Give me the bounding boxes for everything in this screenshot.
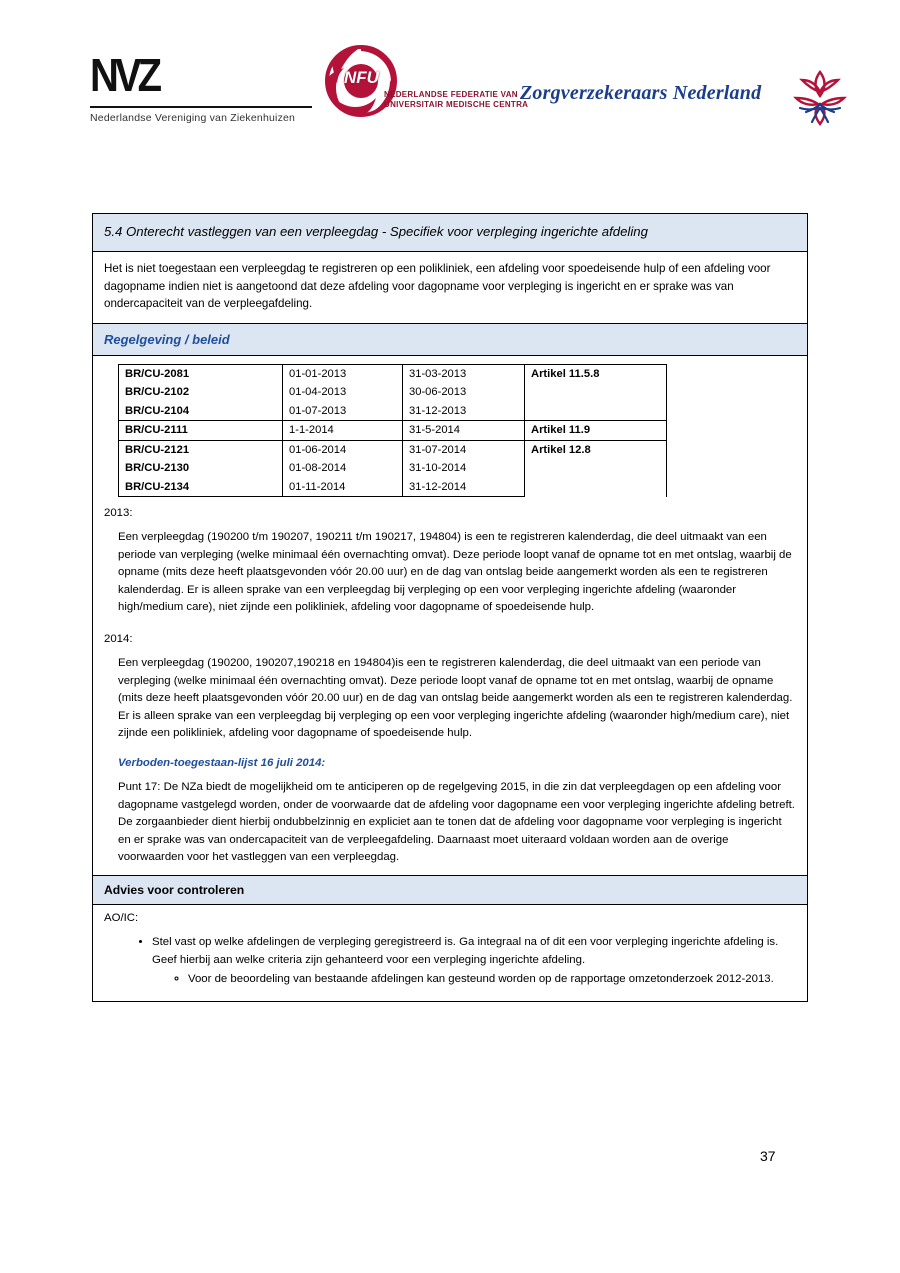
page-number: 37 [760, 1148, 776, 1164]
cell-end-date: 30-06-2013 [403, 383, 525, 402]
cell-code: BR/CU-2102 [119, 383, 283, 402]
nfu-logo-line2: UNIVERSITAIR MEDISCHE CENTRA [384, 100, 529, 109]
list-item [152, 934, 796, 989]
regelgeving-heading: Regelgeving / beleid [104, 331, 230, 347]
advies-sub-list [152, 971, 796, 989]
nvz-logo-subtitle: Nederlandse Vereniging van Ziekenhuizen [90, 112, 296, 124]
cell-code: BR/CU-2111 [119, 421, 283, 441]
cell-code: BR/CU-2134 [119, 478, 283, 497]
list-item [188, 971, 796, 989]
nvz-logo [90, 52, 320, 124]
section-intro-text: Het is niet toegestaan een verpleegdag te registreren op een polikliniek, een afdeling voor spoedeisende hulp of een afdeling voor dagopname indien niet is aangetoond dat deze afdeling voor dagopname voor verpleging is ingericht en er sprake was van ondercapaciteit van de verpleegafdeling. [104, 262, 771, 310]
paragraph-verboden: Punt 17: De NZa biedt de mogelijkheid om te anticiperen op de regelgeving 2015, in die zin dat verpleegdagen op een afdeling voor dagopname vastgelegd worden, onder de voorwaarde dat de afdeling voor dagopname een voor verpleging ingerichte afdeling betreft. De zorgaanbieder dient hierbij ondubbelzinnig en expliciet aan te tonen dat de afdeling voor dagopname voor verpleging is ingericht en er sprake was van ondercapaciteit van de verpleegafdeling. Daarnaast moet uiteraard voldaan worden aan de overige voorwaarden voor het vastleggen van een verpleegdag. [118, 780, 795, 864]
section-container [92, 213, 808, 1002]
bullet-text: Stel vast op welke afdelingen de verpleging geregistreerd is. Ga integraal na of dit een voor verpleging ingerichte afdeling is. Geef hierbij aan welke criteria zijn gehanteerd voor een verpleging ingerichte afdeling. [152, 935, 779, 966]
section-title-row [93, 214, 807, 252]
zn-logo [520, 66, 880, 136]
cell-end-date: 31-10-2014 [403, 459, 525, 478]
advies-heading-row [93, 876, 807, 905]
cell-code: BR/CU-2130 [119, 459, 283, 478]
table-row [119, 421, 667, 441]
verboden-heading: Verboden-toegestaan-lijst 16 juli 2014: [118, 756, 326, 769]
cell-start-date: 01-04-2013 [283, 383, 403, 402]
cell-end-date: 31-12-2014 [403, 478, 525, 497]
aoic-label: AO/IC: [104, 911, 139, 924]
year-label-2014: 2014: [104, 632, 133, 645]
aoic-row [93, 905, 807, 1001]
table-row [119, 364, 667, 383]
nvz-logo-rule [90, 106, 312, 108]
advies-heading: Advies voor controleren [104, 882, 245, 897]
cell-start-date: 01-01-2013 [283, 364, 403, 383]
paragraph-2013: Een verpleegdag (190200 t/m 190207, 190211 t/m 190217, 194804) is een te registreren kalenderdag, die deel uitmaakt van een periode van verpleging (welke minimaal één overnachting omvat). Deze periode loopt vanaf de opname tot en met ontslag, waarbij de opname (mits deze heeft plaatsgevonden vóór 20.00 uur) en de dag van ontslag beide aangemerkt worden als een te registreren kalenderdag. Er is alleen sprake van een verpleegdag bij verpleging op een voor verpleging ingerichte afdeling (waaronder high/medium care), niet zijnde een polikliniek, afdeling voor dagopname of spoedeisende hulp. [118, 531, 792, 614]
cell-artikel: Artikel 11.5.8 [525, 364, 667, 421]
cell-start-date: 01-07-2013 [283, 402, 403, 421]
advies-bullet-list [130, 934, 796, 989]
cell-code: BR/CU-2121 [119, 440, 283, 459]
year-label-2013: 2013: [104, 507, 133, 519]
cell-start-date: 01-11-2014 [283, 478, 403, 497]
nvz-wordmark: NVZ [90, 50, 158, 102]
cell-end-date: 31-12-2013 [403, 402, 525, 421]
section-intro-row [93, 252, 807, 324]
regelgeving-body [93, 356, 807, 876]
cell-artikel: Artikel 12.8 [525, 440, 667, 497]
nfu-badge-text: NFU [344, 68, 379, 87]
nfu-logo-line1: NEDERLANDSE FEDERATIE VAN [384, 90, 518, 99]
paragraph-2014: Een verpleegdag (190200, 190207,190218 en 194804)is een te registreren kalenderdag, die deel uitmaakt van een periode van verpleging (welke minimaal één overnachting omvat). Deze periode loopt vanaf de opname tot en met ontslag, waarbij de opname (mits deze heeft plaatsgevonden vóór 20.00 uur) en de dag van ontslag beide aangemerkt worden als een te registreren kalenderdag. Er is alleen sprake van een verpleegdag bij verpleging op een voor verpleging ingerichte afdeling (waaronder high/medium care), niet zijnde een polikliniek, afdeling voor dagopname of spoedeisende hulp. [118, 656, 793, 740]
nfu-logo-text [384, 90, 534, 110]
cell-end-date: 31-5-2014 [403, 421, 525, 441]
cell-code: BR/CU-2081 [119, 364, 283, 383]
cell-code: BR/CU-2104 [119, 402, 283, 421]
cell-end-date: 31-03-2013 [403, 364, 525, 383]
sub-bullet-text: Voor de beoordeling van bestaande afdelingen kan gesteund worden op de rapportage omzetonderzoek 2012-2013. [188, 973, 774, 986]
table-row [119, 440, 667, 459]
cell-start-date: 01-06-2014 [283, 440, 403, 459]
cell-artikel: Artikel 11.9 [525, 421, 667, 441]
document-header [0, 40, 900, 150]
regelgeving-table [118, 364, 667, 498]
nfu-logo [322, 40, 532, 140]
section-title: 5.4 Onterecht vastleggen van een verpleegdag - Specifiek voor verpleging ingerichte afdeling [104, 224, 648, 239]
cell-end-date: 31-07-2014 [403, 440, 525, 459]
cell-start-date: 01-08-2014 [283, 459, 403, 478]
regelgeving-heading-row [93, 324, 807, 356]
zn-emblem-icon [788, 66, 852, 130]
cell-start-date: 1-1-2014 [283, 421, 403, 441]
regelgeving-table-body [119, 364, 667, 497]
zn-wordmark: Zorgverzekeraars Nederland [520, 82, 762, 104]
